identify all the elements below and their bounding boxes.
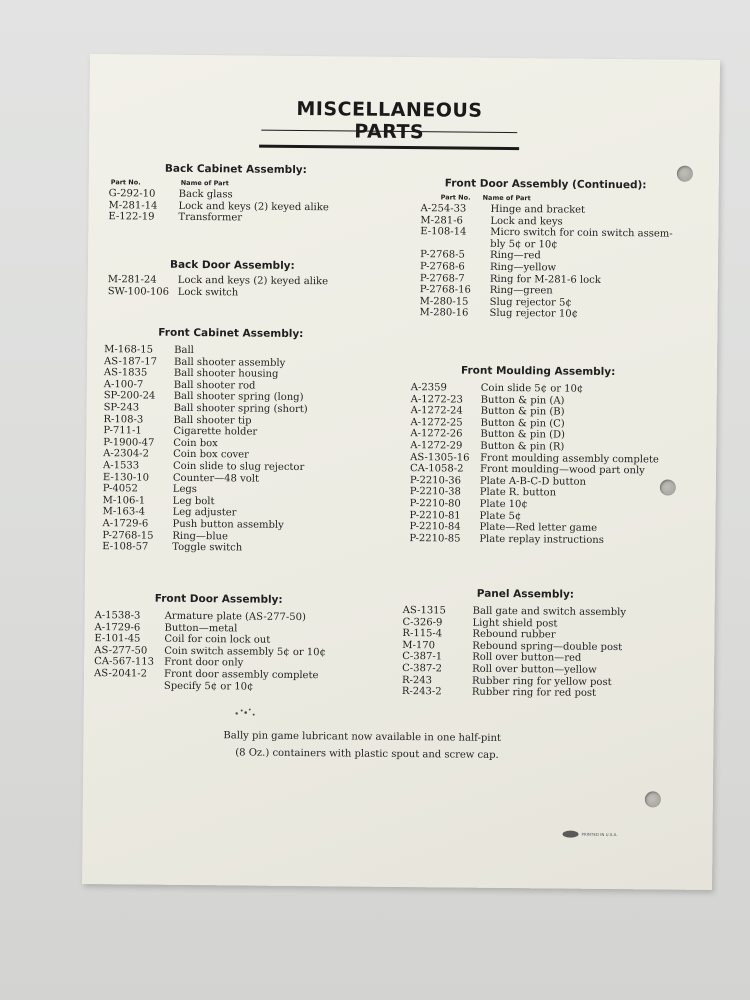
section-front-moulding bbox=[409, 364, 701, 547]
part-name: Legs bbox=[172, 483, 197, 496]
part-name: Rebound spring—double post bbox=[472, 640, 623, 653]
part-name: Rubber ring for yellow post bbox=[471, 675, 612, 688]
part-number: M-281-24 bbox=[107, 274, 157, 286]
note-line-2: (8 Oz.) containers with plastic spout and screw cap. bbox=[235, 747, 499, 761]
part-name: Front moulding—wood part only bbox=[479, 463, 645, 477]
part-name: Ring—blue bbox=[172, 530, 228, 542]
part-number: A-100-7 bbox=[103, 378, 144, 391]
part-number: M-163-4 bbox=[102, 506, 146, 518]
part-row bbox=[402, 686, 692, 700]
part-number: P-2210-81 bbox=[409, 509, 461, 522]
part-number: E-101-45 bbox=[94, 633, 141, 645]
part-row bbox=[102, 541, 352, 555]
column-headers bbox=[109, 178, 359, 188]
part-number: P-2768-16 bbox=[419, 284, 471, 296]
part-number: P-2768-5 bbox=[420, 249, 465, 261]
part-name: Specify 5¢ or 10¢ bbox=[163, 680, 254, 693]
part-name: Lock and keys bbox=[490, 215, 563, 228]
part-number: AS-1315 bbox=[402, 605, 447, 617]
part-name: Ball bbox=[174, 344, 194, 357]
part-name: Coil for coin lock out bbox=[164, 633, 271, 646]
section-back-door bbox=[108, 258, 358, 300]
part-number: M-281-14 bbox=[108, 199, 158, 212]
part-name: Cigarette holder bbox=[173, 425, 258, 438]
ink-specks bbox=[234, 705, 264, 719]
part-number: A-1272-26 bbox=[410, 428, 463, 440]
part-name: Transformer bbox=[178, 212, 243, 224]
part-name: Ring—yellow bbox=[489, 261, 557, 274]
part-name: Coin switch assembly 5¢ or 10¢ bbox=[164, 645, 326, 659]
part-number: AS-1305-16 bbox=[410, 451, 470, 464]
part-name: Counter—48 volt bbox=[172, 472, 260, 485]
part-name: Plate A-B-C-D button bbox=[479, 475, 587, 488]
part-name: Push button assembly bbox=[172, 518, 284, 531]
parts-list bbox=[409, 382, 701, 547]
part-number: R-108-3 bbox=[103, 413, 144, 426]
parts-list bbox=[102, 344, 354, 555]
part-number: A-254-33 bbox=[420, 203, 467, 215]
printer-mark bbox=[562, 831, 617, 839]
part-number: P-2210-85 bbox=[409, 532, 461, 545]
parts-sheet bbox=[82, 54, 720, 890]
part-number: A-1272-25 bbox=[410, 416, 463, 429]
part-number: SP-200-24 bbox=[103, 390, 156, 403]
part-name: Hinge and bracket bbox=[490, 203, 586, 216]
part-name: bly 5¢ or 10¢ bbox=[490, 238, 558, 251]
part-name: Slug rejector 10¢ bbox=[489, 308, 579, 321]
part-name: Plate R. button bbox=[479, 487, 557, 499]
part-name: Coin slide 5¢ or 10¢ bbox=[480, 382, 584, 395]
part-number bbox=[94, 680, 164, 692]
part-name: Ball gate and switch assembly bbox=[472, 605, 627, 619]
part-name: Light shield post bbox=[472, 617, 558, 630]
part-number: E-108-57 bbox=[102, 541, 149, 553]
part-name: Ball shooter assembly bbox=[173, 356, 286, 369]
part-number bbox=[420, 238, 490, 250]
part-name: Lock and keys (2) keyed alike bbox=[177, 274, 329, 288]
part-name: Front door assembly complete bbox=[163, 668, 319, 682]
part-number: M-281-6 bbox=[420, 214, 463, 227]
part-row bbox=[419, 308, 709, 322]
part-name: Plate 5¢ bbox=[479, 510, 522, 522]
part-number: E-122-19 bbox=[108, 211, 155, 223]
note-line-1: Bally pin game lubricant now available in one half-pint bbox=[223, 730, 501, 744]
part-name: Ball shooter rod bbox=[173, 379, 256, 392]
part-number: SP-243 bbox=[103, 402, 140, 414]
part-name: Button & pin (C) bbox=[480, 417, 565, 430]
col-part-no: Part No. bbox=[440, 193, 471, 202]
part-name: Ball shooter tip bbox=[173, 414, 252, 427]
section-panel bbox=[402, 587, 693, 701]
section-heading: Front Door Assembly: bbox=[154, 592, 283, 606]
part-number: C-326-9 bbox=[402, 616, 443, 628]
binder-hole-top bbox=[677, 166, 693, 182]
parts-list bbox=[402, 605, 693, 701]
parts-list bbox=[419, 203, 710, 322]
part-name: Plate replay instructions bbox=[479, 533, 604, 546]
part-row bbox=[409, 533, 699, 547]
part-name: Leg bolt bbox=[172, 495, 215, 507]
section-front-cabinet bbox=[102, 326, 354, 555]
part-name: Rubber ring for red post bbox=[471, 686, 597, 700]
printer-logo bbox=[562, 831, 578, 838]
part-row bbox=[94, 680, 354, 694]
part-name: Button & pin (R) bbox=[480, 440, 565, 453]
part-name: Ring for M-281-6 lock bbox=[489, 273, 601, 286]
part-name: Leg adjuster bbox=[172, 507, 237, 519]
part-name: Lock and keys (2) keyed alike bbox=[178, 200, 329, 213]
part-number: P-2768-15 bbox=[102, 529, 154, 542]
part-number: E-108-14 bbox=[420, 226, 467, 238]
part-number: SW-100-106 bbox=[107, 285, 170, 298]
part-name: Plate—Red letter game bbox=[479, 521, 598, 535]
part-number: A-1272-29 bbox=[410, 440, 463, 452]
part-number: A-1729-6 bbox=[102, 518, 149, 530]
part-name: Front door only bbox=[164, 657, 244, 669]
section-front-door bbox=[94, 592, 355, 694]
part-name: Roll over button—red bbox=[472, 652, 582, 665]
col-name: Name of Part bbox=[180, 178, 229, 188]
section-heading: Front Door Assembly (Continued): bbox=[444, 177, 647, 192]
part-number: R-115-4 bbox=[402, 628, 443, 640]
part-name: Ring—green bbox=[489, 285, 553, 297]
parts-list bbox=[94, 610, 355, 694]
part-number: M-280-15 bbox=[419, 295, 469, 308]
part-number: C-387-2 bbox=[402, 662, 443, 675]
part-number: P-4052 bbox=[102, 483, 138, 495]
part-number: A-1272-23 bbox=[410, 393, 463, 406]
part-name: Micro switch for coin switch assem- bbox=[490, 227, 673, 240]
part-number: A-1272-24 bbox=[410, 405, 463, 417]
part-name: Ball shooter spring (short) bbox=[173, 402, 308, 416]
part-number: CA-567-113 bbox=[94, 656, 155, 669]
column-headers bbox=[421, 193, 711, 204]
part-number: CA-1058-2 bbox=[409, 463, 464, 475]
part-number: M-168-15 bbox=[104, 344, 154, 356]
part-number: E-130-10 bbox=[102, 471, 150, 484]
part-name: Roll over button—yellow bbox=[472, 663, 597, 676]
part-number: P-2768-7 bbox=[419, 272, 465, 285]
part-number: R-243 bbox=[401, 674, 433, 686]
part-name: Button & pin (D) bbox=[480, 429, 566, 441]
part-number: M-280-16 bbox=[419, 307, 469, 319]
part-name: Coin box bbox=[173, 437, 218, 449]
part-number: P-2768-6 bbox=[419, 261, 465, 273]
part-number: A-1729-6 bbox=[94, 621, 141, 634]
part-number: AS-2041-2 bbox=[93, 668, 148, 680]
part-number: A-2304-2 bbox=[103, 448, 150, 460]
part-name: Ball shooter spring (long) bbox=[173, 391, 304, 404]
part-name: Back glass bbox=[178, 188, 233, 201]
part-name: Toggle switch bbox=[172, 541, 243, 554]
part-name: Coin box cover bbox=[173, 449, 249, 461]
part-number: R-243-2 bbox=[401, 686, 442, 698]
section-heading: Front Moulding Assembly: bbox=[460, 364, 616, 379]
part-number: A-2359 bbox=[410, 382, 447, 394]
part-number: P-711-1 bbox=[103, 425, 142, 437]
part-name: Button—metal bbox=[164, 622, 238, 635]
col-name: Name of Part bbox=[482, 193, 531, 203]
part-number: P-2210-80 bbox=[409, 498, 461, 510]
part-name: Coin slide to slug rejector bbox=[172, 460, 305, 474]
part-name: Ring—red bbox=[490, 250, 541, 262]
part-row bbox=[108, 211, 358, 225]
page-title: MISCELLANEOUS PARTS bbox=[259, 98, 519, 150]
part-number: P-2210-36 bbox=[409, 474, 462, 487]
part-name: Button & pin (A) bbox=[480, 394, 565, 407]
section-heading: Front Cabinet Assembly: bbox=[158, 326, 304, 341]
section-heading: Back Door Assembly: bbox=[169, 258, 295, 272]
part-number: M-170 bbox=[402, 639, 436, 652]
section-heading: Panel Assembly: bbox=[476, 587, 575, 601]
part-number: P-2210-84 bbox=[409, 521, 461, 533]
part-number: G-292-10 bbox=[108, 188, 156, 200]
part-number: AS-1835 bbox=[103, 367, 148, 379]
part-name: Plate 10¢ bbox=[479, 498, 528, 511]
section-heading: Back Cabinet Assembly: bbox=[164, 162, 307, 177]
binder-hole-bottom bbox=[645, 791, 661, 807]
part-number: AS-277-50 bbox=[94, 644, 148, 657]
part-row bbox=[108, 286, 358, 300]
parts-list bbox=[108, 274, 358, 300]
binder-hole-middle bbox=[660, 479, 676, 495]
part-number: A-1533 bbox=[102, 460, 140, 472]
part-number: AS-187-17 bbox=[103, 355, 158, 368]
part-number: P-1900-47 bbox=[103, 436, 155, 449]
lubricant-note bbox=[223, 727, 553, 764]
part-number: M-106-1 bbox=[102, 494, 146, 507]
section-front-door-continued bbox=[419, 177, 710, 322]
section-back-cabinet bbox=[108, 162, 359, 225]
col-part-no: Part No. bbox=[110, 178, 141, 187]
printed-in-usa: PRINTED IN U.S.A. bbox=[581, 831, 618, 838]
part-name: Rebound rubber bbox=[472, 628, 556, 641]
part-name: Front moulding assembly complete bbox=[480, 452, 659, 466]
part-number: C-387-1 bbox=[402, 651, 443, 663]
part-name: Lock switch bbox=[177, 286, 239, 299]
part-name: Ball shooter housing bbox=[173, 368, 279, 381]
part-name: Slug rejector 5¢ bbox=[489, 296, 572, 309]
part-name: Button & pin (B) bbox=[480, 405, 565, 418]
part-number: P-2210-38 bbox=[409, 486, 461, 498]
part-name: Armature plate (AS-277-50) bbox=[164, 610, 306, 624]
part-number: A-1538-3 bbox=[94, 610, 141, 622]
parts-list bbox=[108, 188, 358, 225]
